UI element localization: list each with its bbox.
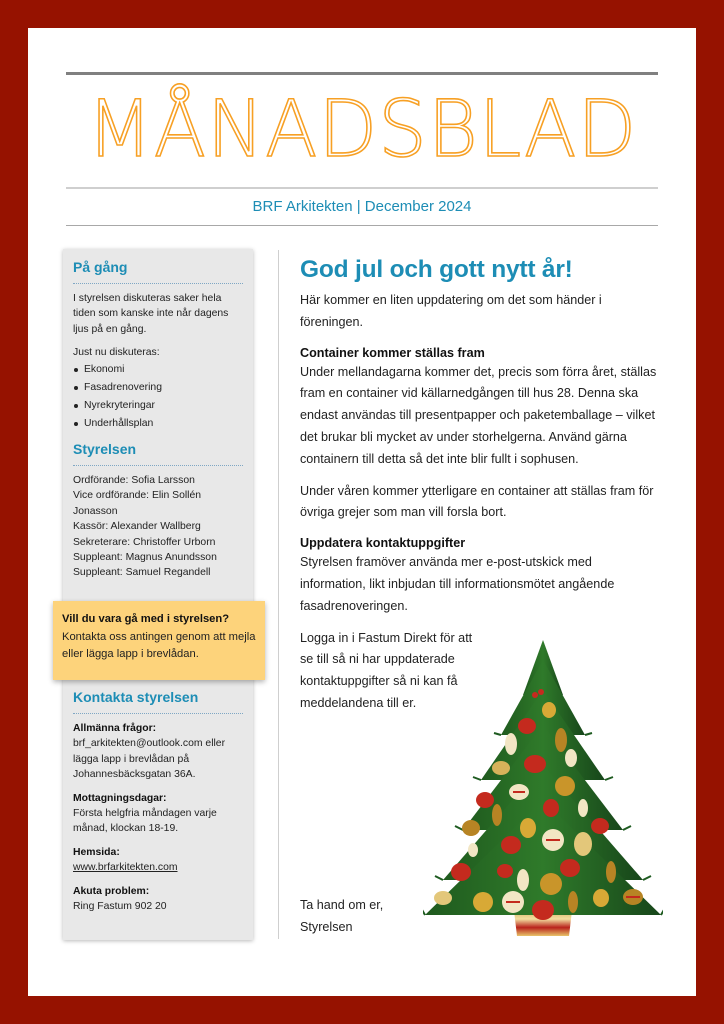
masthead-title-text: MÅNADSBLAD — [86, 85, 638, 175]
list-item — [73, 379, 243, 397]
signoff — [300, 895, 440, 939]
list-item-text: Underhållsplan — [84, 417, 154, 429]
bullet-icon — [74, 368, 78, 372]
list-item-text: Nyrekryteringar — [84, 399, 156, 411]
urgent-label: Akuta problem: — [73, 885, 150, 897]
section-styrelsen — [73, 440, 243, 581]
board-member: Vice ordförande: Elin Sollén Jonasson — [73, 490, 202, 517]
contact-update-heading: Uppdatera kontaktuppgifter — [300, 536, 466, 551]
newsletter-page — [28, 28, 696, 996]
list-item-text: Ekonomi — [84, 363, 125, 375]
list-item — [73, 361, 243, 379]
bullet-icon — [74, 404, 78, 408]
section-pa-gang — [73, 258, 243, 433]
list-item-text: Fasadrenovering — [84, 381, 162, 393]
general-questions-label: Allmänna frågor: — [73, 723, 157, 734]
website-label: Hemsida: — [73, 846, 120, 858]
masthead-title — [72, 86, 652, 174]
general-questions-text: brf_arkitekten@outlook.com eller lägga lapp i brevlådan på Johannesbäcksgatan 36A. — [73, 738, 226, 781]
board-member: Suppleant: Samuel Regandell — [73, 567, 211, 579]
pa-gang-intro: I styrelsen diskuteras saker hela tiden som kanske inte når dagens ljus på en gång. — [73, 293, 229, 335]
pa-gang-list-label: Just nu diskuteras: — [73, 347, 160, 359]
list-item — [73, 415, 243, 433]
board-member: Kassör: Alexander Wallberg — [73, 521, 201, 533]
callout-title: Vill du vara gå med i styrelsen? — [62, 613, 230, 625]
urgent-text: Ring Fastum 902 20 — [73, 901, 167, 913]
issue-subtitle: BRF Arkitekten | December 2024 — [252, 198, 472, 215]
container-heading: Container kommer ställas fram — [300, 345, 485, 360]
board-member: Suppleant: Magnus Anundsson — [73, 552, 217, 564]
header-rule-top — [66, 72, 658, 75]
callout-text: Kontakta oss antingen genom att mejla eller lägga lapp i brevlådan. — [62, 631, 256, 660]
list-item — [73, 397, 243, 415]
signoff-line-1: Ta hand om er, — [300, 898, 384, 912]
sidebar — [63, 249, 253, 940]
styrelsen-heading: Styrelsen — [73, 440, 243, 466]
signoff-line-2: Styrelsen — [300, 919, 353, 934]
contact-update-paragraph-1: Styrelsen framöver använda mer e-post-utskick med information, likt inbjudan till informationsmötet angående fasadrenoveringen. — [300, 555, 615, 613]
kontakt-heading: Kontakta styrelsen — [73, 688, 243, 714]
header-rule-bottom — [66, 225, 658, 226]
board-member: Sekreterare: Christoffer Urborn — [73, 536, 216, 548]
contact-update-paragraph-2: Logga in i Fastum Direkt för att se till så ni har uppdaterade kontaktuppgifter så ni kan få meddelandena till er. — [300, 630, 473, 710]
intro-paragraph: Här kommer en liten uppdatering om det som händer i föreningen. — [300, 293, 602, 329]
bullet-icon — [74, 422, 78, 426]
main-title: God jul och gott nytt år! — [300, 256, 573, 283]
reception-days-label: Mottagningsdagar: — [73, 792, 167, 804]
board-member: Ordförande: Sofia Larsson — [73, 475, 195, 486]
pa-gang-heading: På gång — [73, 258, 243, 284]
container-paragraph-2: Under våren kommer ytterligare en container att ställas fram för övriga grejer som man vill forsla bort. — [300, 483, 654, 520]
join-board-callout — [53, 601, 265, 680]
discussion-list — [73, 361, 243, 433]
website-link[interactable]: www.brfarkitekten.com — [73, 862, 178, 874]
section-kontakt — [73, 688, 243, 914]
reception-days-text: Första helgfria måndagen varje månad, klockan 18-19. — [73, 808, 217, 835]
container-paragraph-1: Under mellandagarna kommer det, precis som förra året, ställas fram en container vid källarnedgången till hus 28. Denna ska endast användas till presentpapper och paketemballage – vilket det brukar bli mycket av under storhelgerna. Använd gärna containern till detta så det inte blir fullt i sophusen. — [300, 364, 657, 466]
bullet-icon — [74, 386, 78, 390]
header-rule-middle — [66, 187, 658, 189]
christmas-tree-icon — [423, 640, 663, 950]
column-divider — [278, 250, 279, 939]
